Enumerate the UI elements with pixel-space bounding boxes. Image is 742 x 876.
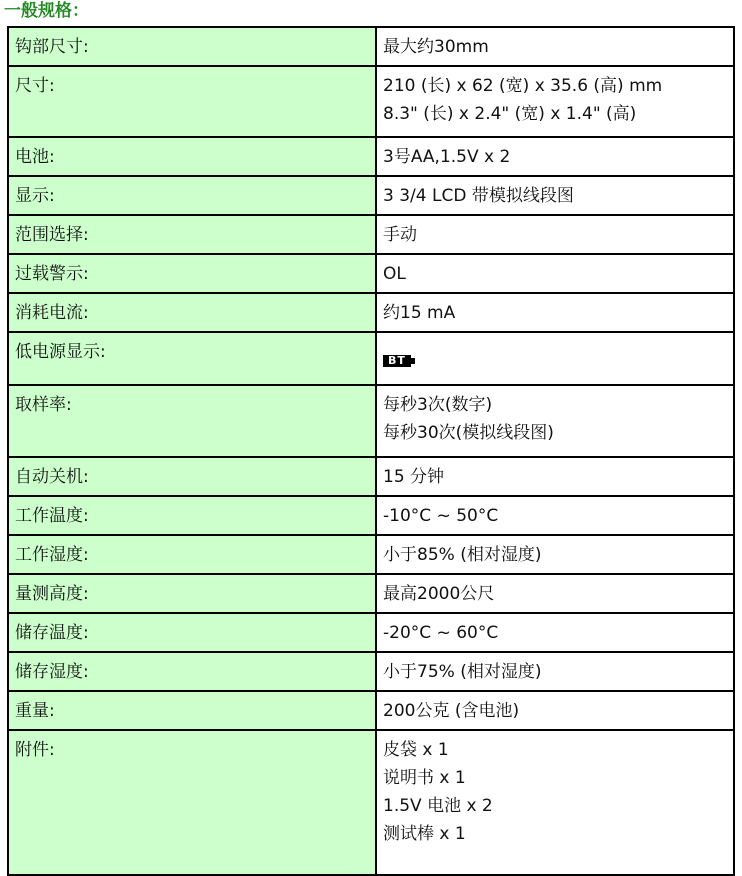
- spec-label: 重量:: [8, 691, 376, 730]
- spec-label: 过载警示:: [8, 254, 376, 293]
- spec-label: 钩部尺寸:: [8, 27, 376, 66]
- spec-value: 15 分钟: [376, 457, 734, 496]
- spec-label: 储存湿度:: [8, 652, 376, 691]
- table-row: [8, 535, 734, 574]
- table-row: [8, 385, 734, 457]
- spec-label: 电池:: [8, 137, 376, 176]
- spec-label: 范围选择:: [8, 215, 376, 254]
- spec-label: 取样率:: [8, 385, 376, 457]
- spec-label: 储存温度:: [8, 613, 376, 652]
- table-row: [8, 66, 734, 137]
- spec-value: [376, 332, 734, 385]
- section-heading: 一般规格：: [4, 1, 89, 21]
- spec-label: 自动关机:: [8, 457, 376, 496]
- spec-label: 工作湿度:: [8, 535, 376, 574]
- low-battery-icon: BT: [383, 355, 411, 367]
- table-row: [8, 254, 734, 293]
- spec-label: 低电源显示:: [8, 332, 376, 385]
- spec-label: 消耗电流:: [8, 293, 376, 332]
- spec-value: OL: [376, 254, 734, 293]
- table-row: [8, 215, 734, 254]
- spec-label: 尺寸:: [8, 66, 376, 137]
- spec-value: 手动: [376, 215, 734, 254]
- table-row: [8, 137, 734, 176]
- table-row: [8, 730, 734, 875]
- spec-value: 3号AA,1.5V x 2: [376, 137, 734, 176]
- spec-value: 200公克 (含电池): [376, 691, 734, 730]
- table-row: [8, 652, 734, 691]
- spec-value: 小于85% (相对湿度): [376, 535, 734, 574]
- spec-value: 3 3/4 LCD 带模拟线段图: [376, 176, 734, 215]
- table-row: [8, 27, 734, 66]
- table-row: [8, 496, 734, 535]
- table-row: [8, 691, 734, 730]
- table-row: [8, 613, 734, 652]
- spec-table: [7, 26, 735, 876]
- spec-value: -10°C ~ 50°C: [376, 496, 734, 535]
- spec-value: 皮袋 x 1 说明书 x 1 1.5V 电池 x 2 测试棒 x 1: [376, 730, 734, 875]
- table-row: [8, 332, 734, 385]
- spec-label: 附件:: [8, 730, 376, 875]
- spec-value: 最大约30mm: [376, 27, 734, 66]
- spec-value: 约15 mA: [376, 293, 734, 332]
- spec-value: 最高2000公尺: [376, 574, 734, 613]
- table-row: [8, 293, 734, 332]
- spec-label: 量测高度:: [8, 574, 376, 613]
- spec-label: 工作温度:: [8, 496, 376, 535]
- spec-value: 小于75% (相对湿度): [376, 652, 734, 691]
- spec-value: -20°C ~ 60°C: [376, 613, 734, 652]
- table-row: [8, 176, 734, 215]
- table-row: [8, 574, 734, 613]
- spec-value: 每秒3次(数字) 每秒30次(模拟线段图): [376, 385, 734, 457]
- table-row: [8, 457, 734, 496]
- spec-label: 显示:: [8, 176, 376, 215]
- spec-value: 210 (长) x 62 (宽) x 35.6 (高) mm 8.3" (长) x 2.4" (宽) x 1.4" (高): [376, 66, 734, 137]
